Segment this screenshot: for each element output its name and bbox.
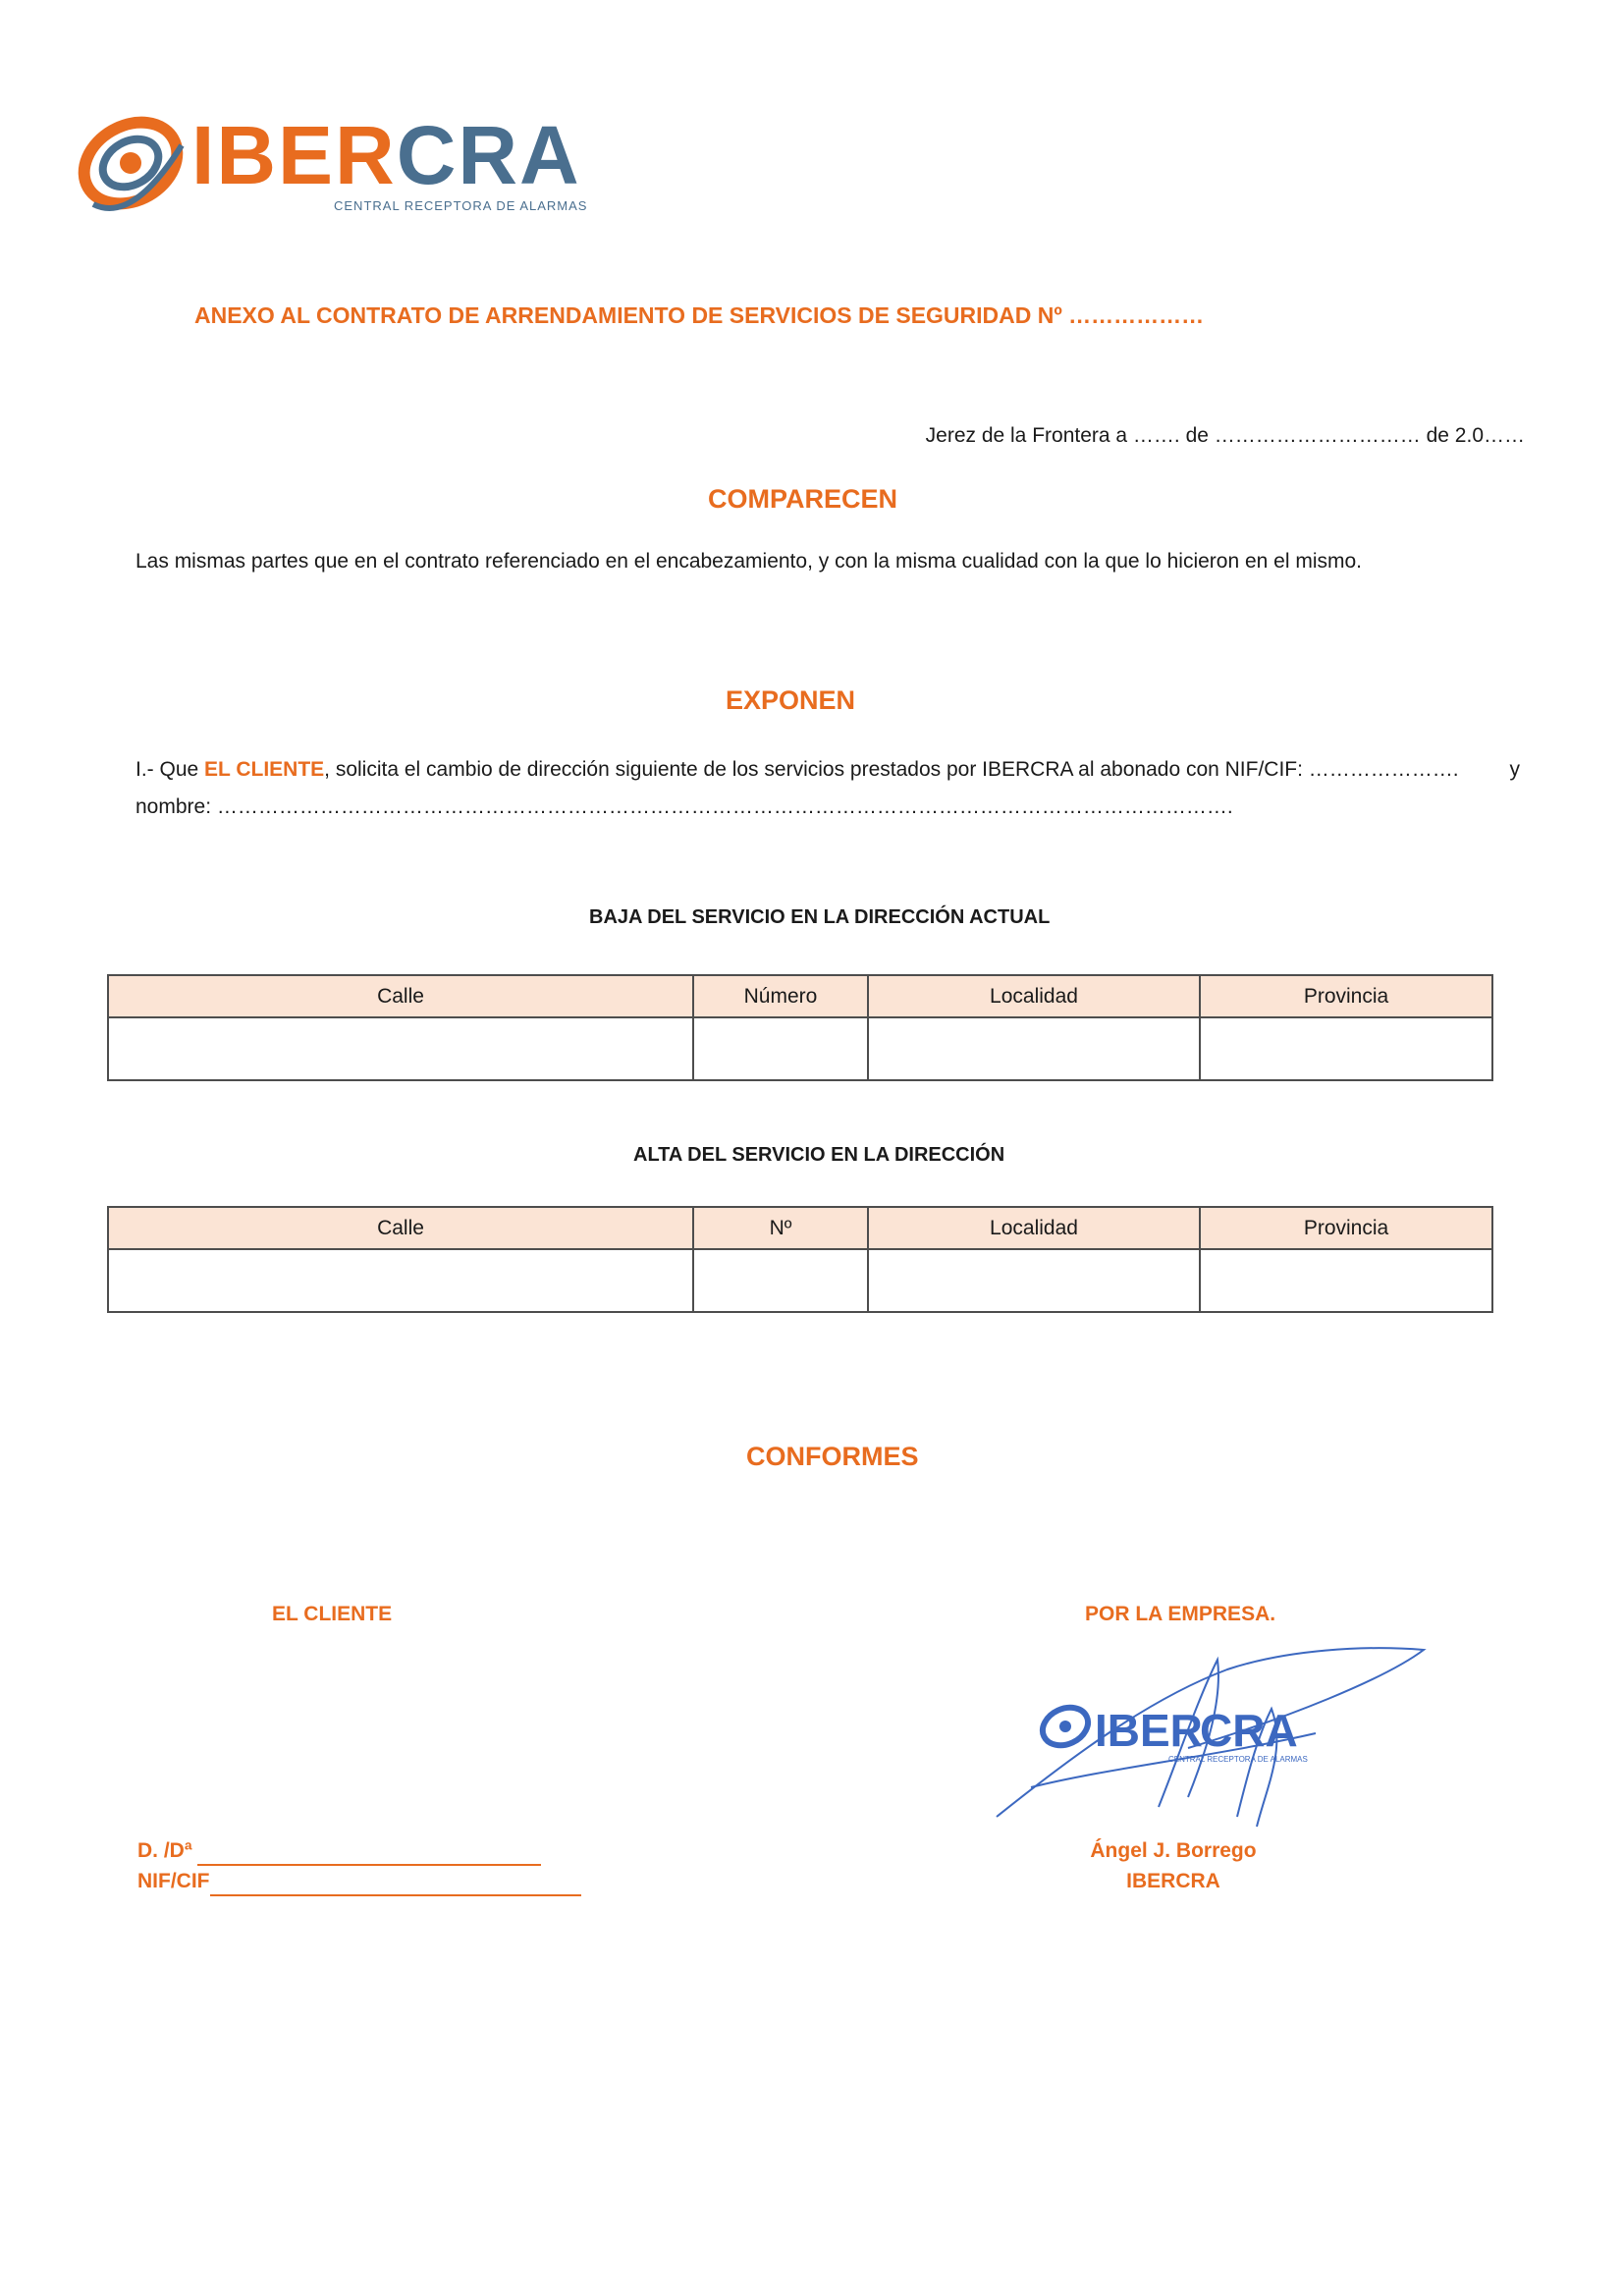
stamp-wordmark-right: CRA xyxy=(1200,1705,1298,1756)
baja-caption: BAJA DEL SERVICIO EN LA DIRECCIÓN ACTUAL xyxy=(589,906,1051,928)
column-header-numero: Número xyxy=(693,975,868,1017)
alta-localidad-cell[interactable] xyxy=(868,1249,1200,1312)
client-highlight: EL CLIENTE xyxy=(204,758,325,781)
logo-subtitle: CENTRAL RECEPTORA DE ALARMAS xyxy=(334,198,588,213)
alta-address-table xyxy=(107,1206,1493,1313)
column-header-calle: Calle xyxy=(108,975,693,1017)
exponen-paragraph xyxy=(135,751,1520,826)
exponen-prefix: I.- Que xyxy=(135,758,205,781)
column-header-calle: Calle xyxy=(108,1207,693,1249)
document-title: ANEXO AL CONTRATO DE ARRENDAMIENTO DE SERVICIOS DE SEGURIDAD Nº ……………… xyxy=(194,302,1205,328)
baja-localidad-cell[interactable] xyxy=(868,1017,1200,1080)
alta-provincia-cell[interactable] xyxy=(1200,1249,1492,1312)
exponen-line-2: nombre: …………………………………………………………………………………………………………………………………. xyxy=(135,795,1233,818)
table-row xyxy=(108,1249,1492,1312)
baja-address-table xyxy=(107,974,1493,1081)
comparecen-heading: COMPARECEN xyxy=(708,484,898,514)
signature-stamp-image xyxy=(992,1640,1434,1836)
exponen-heading: EXPONEN xyxy=(726,685,856,715)
column-header-provincia: Provincia xyxy=(1200,1207,1492,1249)
client-name-blank[interactable] xyxy=(197,1842,541,1866)
column-header-provincia: Provincia xyxy=(1200,975,1492,1017)
client-name-line xyxy=(137,1835,581,1866)
client-signature-label: EL CLIENTE xyxy=(272,1603,393,1625)
stamp-subtitle: CENTRAL RECEPTORA DE ALARMAS xyxy=(1168,1755,1308,1764)
client-name-label: D. /Dª xyxy=(137,1839,192,1862)
alta-calle-cell[interactable] xyxy=(108,1249,693,1312)
company-signer xyxy=(1085,1835,1262,1896)
column-header-localidad: Localidad xyxy=(868,975,1200,1017)
table-header-row xyxy=(108,1207,1492,1249)
exponen-line1-end: y xyxy=(1509,758,1520,781)
company-signature-label: POR LA EMPRESA. xyxy=(1085,1603,1276,1625)
stamp-wordmark: IBER xyxy=(1095,1705,1203,1756)
baja-numero-cell[interactable] xyxy=(693,1017,868,1080)
company-logo xyxy=(74,86,604,224)
client-nif-label: NIF/CIF xyxy=(137,1870,210,1892)
alta-numero-cell[interactable] xyxy=(693,1249,868,1312)
place-date-line: Jerez de la Frontera a ……. de ………………………… de 2.0…… xyxy=(925,424,1525,447)
column-header-localidad: Localidad xyxy=(868,1207,1200,1249)
table-header-row xyxy=(108,975,1492,1017)
table-row xyxy=(108,1017,1492,1080)
client-nif-line xyxy=(137,1866,581,1896)
baja-calle-cell[interactable] xyxy=(108,1017,693,1080)
client-signature-fields xyxy=(137,1835,581,1896)
alta-caption: ALTA DEL SERVICIO EN LA DIRECCIÓN xyxy=(633,1144,1005,1166)
exponen-line1-rest: , solicita el cambio de dirección siguiente de los servicios prestados por IBERCRA al abonado con NIF/CIF: …………………. xyxy=(324,758,1459,781)
column-header-numero: Nº xyxy=(693,1207,868,1249)
logo-wordmark: IBERCRA xyxy=(191,109,581,201)
logo-swirl-icon xyxy=(74,86,201,224)
comparecen-paragraph: Las mismas partes que en el contrato referenciado en el encabezamiento, y con la misma cualidad con la que lo hicieron en el mismo. xyxy=(135,550,1363,573)
baja-provincia-cell[interactable] xyxy=(1200,1017,1492,1080)
signer-name: Ángel J. Borrego xyxy=(1090,1839,1257,1862)
conformes-heading: CONFORMES xyxy=(746,1442,919,1471)
exponen-line-1 xyxy=(135,751,1520,789)
client-nif-blank[interactable] xyxy=(210,1873,581,1896)
signer-company: IBERCRA xyxy=(1126,1870,1220,1892)
